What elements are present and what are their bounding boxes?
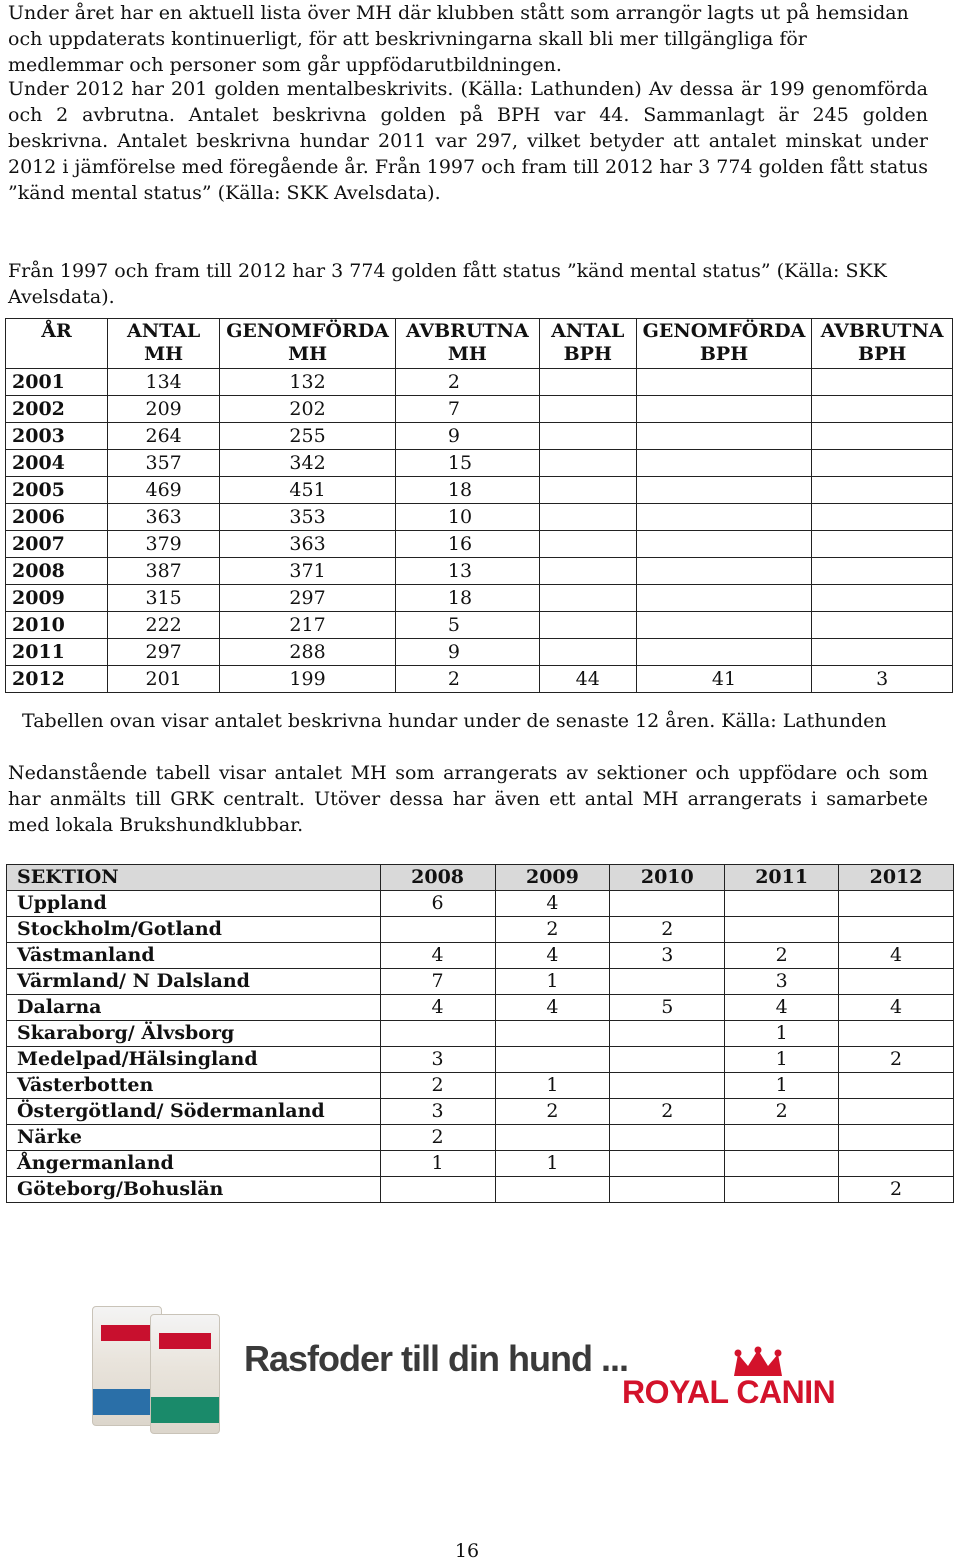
table-cell: 2011	[6, 639, 108, 666]
table-row	[6, 639, 953, 666]
table-cell	[812, 423, 953, 450]
table-header-row	[6, 319, 953, 369]
table-cell	[610, 1047, 725, 1073]
table-cell	[539, 639, 636, 666]
table-cell	[839, 1125, 954, 1151]
table-cell	[839, 1073, 954, 1099]
section-name: Västerbotten	[7, 1073, 381, 1099]
table-cell: 2010	[6, 612, 108, 639]
table-cell: 2	[495, 917, 610, 943]
bag-color-band	[151, 1397, 219, 1423]
section-name: Västmanland	[7, 943, 381, 969]
table-cell: 217	[220, 612, 396, 639]
table-cell: 1	[725, 1047, 839, 1073]
table-cell	[839, 917, 954, 943]
table-row	[6, 558, 953, 585]
section-name: Östergötland/ Södermanland	[7, 1099, 381, 1125]
table-cell: 288	[220, 639, 396, 666]
table-cell: 4	[495, 891, 610, 917]
brand-logo-text: ROYAL CANIN	[622, 1374, 836, 1410]
section-name: Göteborg/Bohuslän	[7, 1177, 381, 1203]
table-cell	[495, 1125, 610, 1151]
table-cell	[812, 639, 953, 666]
table-cell: 6	[380, 891, 495, 917]
table-row	[6, 369, 953, 396]
table-cell: 2	[839, 1177, 954, 1203]
table-cell: 2	[839, 1047, 954, 1073]
table-cell: 199	[220, 666, 396, 693]
table-cell: 2	[380, 1125, 495, 1151]
table-cell: 10	[395, 504, 539, 531]
table-cell	[610, 891, 725, 917]
table-cell	[610, 1177, 725, 1203]
table-cell: 2009	[6, 585, 108, 612]
table-row	[7, 1047, 954, 1073]
table-cell	[725, 1125, 839, 1151]
table-cell: 2005	[6, 477, 108, 504]
table-cell: 2006	[6, 504, 108, 531]
table-cell: 18	[395, 585, 539, 612]
table-cell: 18	[395, 477, 539, 504]
food-bag-image	[150, 1314, 220, 1434]
intro-paragraph-3: Från 1997 och fram till 2012 har 3 774 golden fått status ”känd mental status” (Källa: SKK Avelsdata).	[8, 260, 887, 308]
table-cell: 2001	[6, 369, 108, 396]
table-cell	[725, 1177, 839, 1203]
royal-canin-advertisement	[92, 1300, 852, 1420]
table-cell: 5	[395, 612, 539, 639]
column-header: 2008	[380, 865, 495, 891]
section-name: Stockholm/Gotland	[7, 917, 381, 943]
table-cell: 2003	[6, 423, 108, 450]
section-name: Medelpad/Hälsingland	[7, 1047, 381, 1073]
table-row	[7, 943, 954, 969]
table-cell: 2012	[6, 666, 108, 693]
bag-logo	[101, 1325, 153, 1341]
table-caption: Tabellen ovan visar antalet beskrivna hundar under de senaste 12 åren. Källa: Lathunden	[22, 710, 887, 732]
table-cell: 15	[395, 450, 539, 477]
table-cell	[812, 558, 953, 585]
table-cell	[725, 917, 839, 943]
table-cell: 3	[812, 666, 953, 693]
table-cell: 2	[725, 943, 839, 969]
table-cell	[539, 504, 636, 531]
table-cell: 363	[220, 531, 396, 558]
table-cell	[636, 531, 812, 558]
table-cell: 209	[108, 396, 220, 423]
table-cell: 469	[108, 477, 220, 504]
table-row	[7, 1099, 954, 1125]
column-header: AVBRUTNA BPH	[812, 319, 953, 369]
table-cell	[839, 891, 954, 917]
table-cell	[539, 450, 636, 477]
table-cell	[839, 1099, 954, 1125]
table-cell	[539, 612, 636, 639]
ad-slogan: Rasfoder till din hund ...	[244, 1338, 628, 1379]
table-cell: 4	[380, 943, 495, 969]
table-cell	[839, 1021, 954, 1047]
table-cell	[610, 1073, 725, 1099]
table-row	[7, 1021, 954, 1047]
page-number: 16	[454, 1540, 480, 1562]
table-cell: 342	[220, 450, 396, 477]
table-cell	[636, 369, 812, 396]
section-name: Dalarna	[7, 995, 381, 1021]
column-header: GENOMFÖRDA MH	[220, 319, 396, 369]
table-cell	[539, 423, 636, 450]
table-cell: 2008	[6, 558, 108, 585]
table-row	[6, 396, 953, 423]
table-cell	[380, 1177, 495, 1203]
table-cell: 2007	[6, 531, 108, 558]
table-cell: 2	[610, 917, 725, 943]
table-cell: 134	[108, 369, 220, 396]
table-row	[7, 1125, 954, 1151]
table-cell: 2002	[6, 396, 108, 423]
table-header-row	[7, 865, 954, 891]
section-name: Ångermanland	[7, 1151, 381, 1177]
table-row	[7, 1177, 954, 1203]
table-cell	[539, 558, 636, 585]
table-cell: 7	[395, 396, 539, 423]
table-cell: 1	[495, 1151, 610, 1177]
intro-paragraph-1: Under året har en aktuell lista över MH där klubben stått som arrangör lagts ut på hemsidan och uppdaterats kontinuerligt, för att beskrivningarna skall bli mer tillgängliga för medlemmar och personer som går uppfödarutbildningen.	[8, 2, 909, 76]
table-cell: 4	[839, 995, 954, 1021]
table-cell	[610, 1125, 725, 1151]
table-cell: 3	[380, 1099, 495, 1125]
table-cell: 315	[108, 585, 220, 612]
table-cell: 297	[220, 585, 396, 612]
table-cell: 1	[495, 969, 610, 995]
table-row	[6, 612, 953, 639]
table-cell: 363	[108, 504, 220, 531]
table-cell	[839, 969, 954, 995]
table-cell	[812, 396, 953, 423]
table-cell: 222	[108, 612, 220, 639]
section-name: Värmland/ N Dalsland	[7, 969, 381, 995]
table-cell	[636, 504, 812, 531]
table-row	[6, 666, 953, 693]
table-cell	[610, 1021, 725, 1047]
table-cell: 3	[380, 1047, 495, 1073]
table-cell	[636, 639, 812, 666]
table-cell: 255	[220, 423, 396, 450]
column-header: ANTAL MH	[108, 319, 220, 369]
table-cell: 1	[725, 1021, 839, 1047]
table-cell: 202	[220, 396, 396, 423]
table-row	[7, 1151, 954, 1177]
table-cell	[636, 585, 812, 612]
table-cell: 201	[108, 666, 220, 693]
table-row	[6, 450, 953, 477]
table-cell	[812, 504, 953, 531]
table-row	[7, 1073, 954, 1099]
table-cell: 357	[108, 450, 220, 477]
table-row	[6, 477, 953, 504]
table-row	[7, 891, 954, 917]
table-row	[7, 995, 954, 1021]
table-cell	[539, 396, 636, 423]
table-cell: 4	[495, 995, 610, 1021]
column-header: ÅR	[6, 319, 108, 369]
table-cell: 9	[395, 639, 539, 666]
table-cell	[812, 450, 953, 477]
table-row	[6, 423, 953, 450]
table-cell: 297	[108, 639, 220, 666]
table-cell	[636, 396, 812, 423]
table-cell	[725, 891, 839, 917]
table-cell	[539, 369, 636, 396]
table-cell: 2	[610, 1099, 725, 1125]
table-cell: 371	[220, 558, 396, 585]
table-cell: 9	[395, 423, 539, 450]
table-cell: 3	[610, 943, 725, 969]
table-cell	[539, 477, 636, 504]
table-cell: 16	[395, 531, 539, 558]
table-cell	[812, 585, 953, 612]
table-cell: 387	[108, 558, 220, 585]
column-header: SEKTION	[7, 865, 381, 891]
table-cell: 2	[495, 1099, 610, 1125]
table-cell: 4	[725, 995, 839, 1021]
table-cell	[495, 1047, 610, 1073]
table-cell: 451	[220, 477, 396, 504]
table-row	[7, 917, 954, 943]
table-cell	[539, 585, 636, 612]
table-cell	[636, 558, 812, 585]
table-cell: 3	[725, 969, 839, 995]
table-cell	[610, 969, 725, 995]
table-cell: 4	[495, 943, 610, 969]
table-cell: 4	[839, 943, 954, 969]
table-cell	[839, 1151, 954, 1177]
table-cell	[812, 531, 953, 558]
table-cell	[495, 1177, 610, 1203]
table-cell: 7	[380, 969, 495, 995]
column-header: 2010	[610, 865, 725, 891]
table-row	[6, 585, 953, 612]
intro-paragraph-2: Under 2012 har 201 golden mentalbeskrivits. (Källa: Lathunden) Av dessa är 199 genomförda och 2 avbrutna. Antalet beskrivna golden på BPH var 44. Sammanlagt är 245 golden beskrivna. Antalet beskrivna hundar 2011 var 297, vilket betyder att antalet minskat under 2012 i jämförelse med föregående år. Från 1997 och fram till 2012 har 3 774 golden fått status ”känd mental status” (Källa: SKK Avelsdata).	[8, 78, 928, 204]
table-cell: 13	[395, 558, 539, 585]
column-header: 2012	[839, 865, 954, 891]
column-header: GENOMFÖRDA BPH	[636, 319, 812, 369]
paragraph-sections: Nedanstående tabell visar antalet MH som arrangerats av sektioner och uppfödare och som har anmälts till GRK centralt. Utöver dessa har även ett antal MH arrangerats i samarbete med lokala Brukshundklubbar.	[8, 762, 928, 836]
table-cell: 1	[725, 1073, 839, 1099]
table-cell: 1	[495, 1073, 610, 1099]
table-cell	[495, 1021, 610, 1047]
table-cell: 132	[220, 369, 396, 396]
column-header: ANTAL BPH	[539, 319, 636, 369]
table-cell	[725, 1151, 839, 1177]
bag-logo	[159, 1333, 211, 1349]
table-cell	[636, 450, 812, 477]
section-name: Skaraborg/ Älvsborg	[7, 1021, 381, 1047]
table-row	[6, 531, 953, 558]
table-cell	[636, 612, 812, 639]
column-header: 2009	[495, 865, 610, 891]
table-cell	[812, 477, 953, 504]
table-cell: 2	[725, 1099, 839, 1125]
table-cell: 2	[380, 1073, 495, 1099]
table-cell: 2	[395, 369, 539, 396]
table-cell: 264	[108, 423, 220, 450]
mh-statistics-table	[5, 318, 953, 693]
section-name: Uppland	[7, 891, 381, 917]
table-cell	[636, 477, 812, 504]
table-cell: 353	[220, 504, 396, 531]
table-row	[7, 969, 954, 995]
table-cell: 1	[380, 1151, 495, 1177]
table-cell: 41	[636, 666, 812, 693]
column-header: 2011	[725, 865, 839, 891]
table-cell	[812, 369, 953, 396]
table-cell: 2004	[6, 450, 108, 477]
table-cell	[636, 423, 812, 450]
column-header: AVBRUTNA MH	[395, 319, 539, 369]
table-cell	[610, 1151, 725, 1177]
table-cell	[812, 612, 953, 639]
table-cell: 44	[539, 666, 636, 693]
table-cell: 379	[108, 531, 220, 558]
table-cell	[380, 917, 495, 943]
section-mh-table	[6, 864, 954, 1203]
table-cell	[539, 531, 636, 558]
table-row	[6, 504, 953, 531]
table-cell: 2	[395, 666, 539, 693]
section-name: Närke	[7, 1125, 381, 1151]
table-cell: 4	[380, 995, 495, 1021]
table-cell	[380, 1021, 495, 1047]
table-cell: 5	[610, 995, 725, 1021]
